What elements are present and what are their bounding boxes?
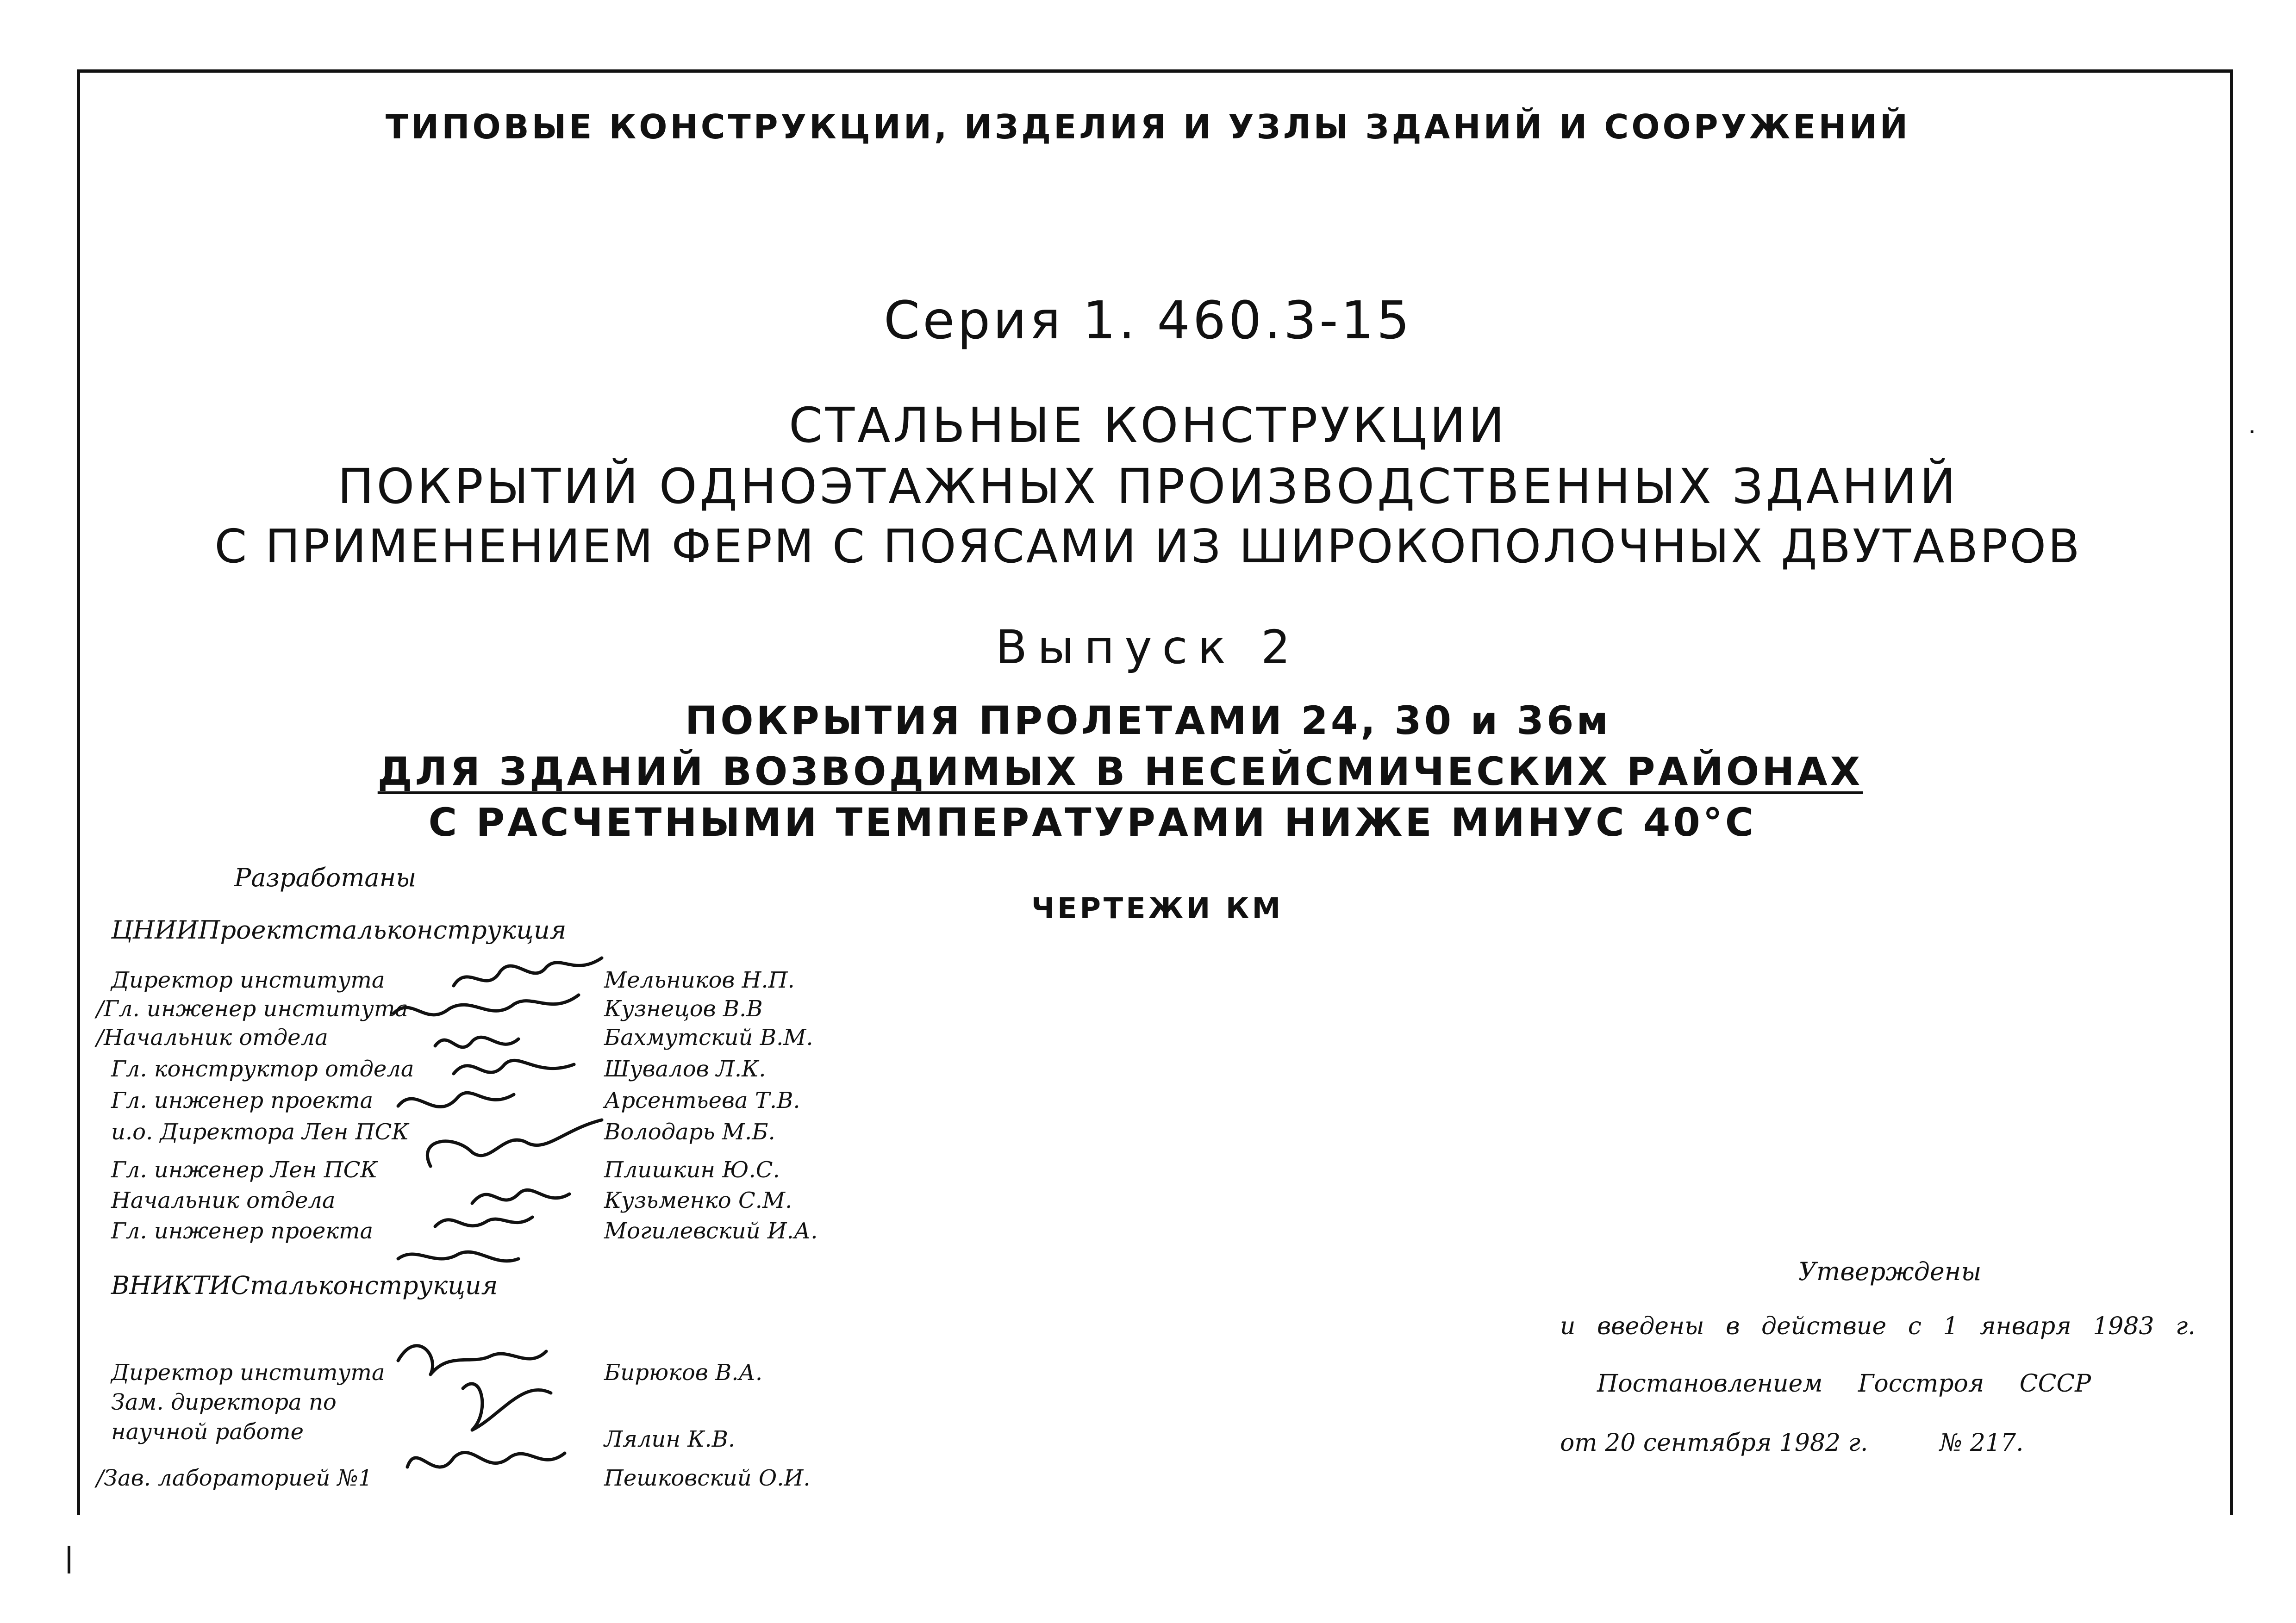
- series-header: ТИПОВЫЕ КОНСТРУКЦИИ, ИЗДЕЛИЯ И УЗЛЫ ЗДАНИЙ И СООРУЖЕНИЙ: [385, 107, 1911, 146]
- subtitle-line-2: ДЛЯ ЗДАНИЙ ВОЗВОДИМЫХ В НЕСЕЙСМИЧЕСКИХ РАЙОНАХ: [377, 749, 1863, 794]
- subtitle-line-1: ПОКРЫТИЯ ПРОЛЕТАМИ 24, 30 и 36м: [685, 698, 1611, 743]
- signatures-org2: [389, 1319, 583, 1513]
- approved-date: от 20 сентября 1982 г.: [1560, 1429, 1868, 1457]
- staff-name: Бирюков В.А.: [604, 1360, 763, 1386]
- staff-position: Гл. конструктор отдела: [111, 1056, 414, 1082]
- signature: [393, 995, 579, 1015]
- staff-position: и.о. Директора Лен ПСК: [111, 1119, 409, 1145]
- staff-position: Начальник отдела: [111, 1188, 336, 1213]
- approved-heading: Утверждены: [1798, 1257, 1982, 1286]
- staff-position: Гл. инженер Лен ПСК: [111, 1157, 378, 1183]
- signatures-org1: [380, 935, 620, 1277]
- staff-position: Гл. инженер проекта: [111, 1218, 374, 1244]
- title-line-1: СТАЛЬНЫЕ КОНСТРУКЦИИ: [789, 397, 1507, 454]
- signature: [398, 1346, 546, 1374]
- title-line-3: С ПРИМЕНЕНИЕМ ФЕРМ С ПОЯСАМИ ИЗ ШИРОКОПОЛОЧНЫХ ДВУТАВРОВ: [214, 519, 2082, 573]
- signature: [472, 1190, 569, 1203]
- signature: [407, 1452, 565, 1467]
- staff-name: Бахмутский В.М.: [604, 1025, 813, 1051]
- drawings-label: ЧЕРТЕЖИ КМ: [1031, 891, 1284, 925]
- signature: [435, 1037, 518, 1047]
- staff-name: Могилевский И.А.: [604, 1218, 818, 1244]
- margin-tick-left: [68, 1546, 70, 1573]
- approved-line-1: и введены в действие с 1 января 1983 г.: [1560, 1312, 2196, 1340]
- staff-position: Директор института: [111, 967, 385, 993]
- subtitle-line-3: С РАСЧЕТНЫМИ ТЕМПЕРАТУРАМИ НИЖЕ МИНУС 40°С: [428, 800, 1757, 845]
- staff-position: /Зав. лабораторией №1: [96, 1465, 373, 1491]
- signature: [454, 1060, 574, 1074]
- staff-name: Володарь М.Б.: [604, 1119, 775, 1145]
- title-line-2: ПОКРЫТИЙ ОДНОЭТАЖНЫХ ПРОИЗВОДСТВЕННЫХ ЗДАНИЙ: [337, 458, 1959, 515]
- staff-position: Директор института: [111, 1360, 385, 1386]
- staff-position: /Начальник отдела: [96, 1025, 328, 1051]
- staff-name: Мельников Н.П.: [604, 967, 795, 993]
- approved-line-2: Постановлением Госстроя СССР: [1597, 1370, 2091, 1398]
- staff-name: Кузнецов В.В: [604, 996, 763, 1022]
- staff-name: Плишкин Ю.С.: [604, 1157, 780, 1183]
- staff-name: Шувалов Л.К.: [604, 1056, 766, 1082]
- signature: [454, 958, 602, 986]
- signature: [427, 1120, 602, 1166]
- staff-position: научной работе: [111, 1419, 304, 1445]
- series-number: Серия 1. 460.3-15: [884, 291, 1412, 351]
- signature: [398, 1093, 514, 1107]
- signature: [435, 1217, 532, 1226]
- staff-name: Пешковский О.И.: [604, 1465, 811, 1491]
- staff-position: /Гл. инженер института: [96, 996, 408, 1022]
- org1-name: ЦНИИПроектстальконструкция: [111, 915, 567, 945]
- org2-name: ВНИКТИСтальконструкция: [111, 1271, 498, 1300]
- staff-name: Кузьменко С.М.: [604, 1188, 792, 1213]
- staff-position: Зам. директора по: [111, 1389, 337, 1415]
- signature: [398, 1252, 518, 1261]
- developed-heading: Разработаны: [234, 863, 417, 892]
- staff-position: Гл. инженер проекта: [111, 1088, 374, 1113]
- signature: [463, 1384, 551, 1430]
- staff-name: Арсентьева Т.В.: [604, 1088, 800, 1113]
- issue-number: Выпуск 2: [995, 620, 1301, 674]
- staff-name: Лялин К.В.: [604, 1426, 736, 1452]
- approved-number: № 217.: [1940, 1429, 2024, 1457]
